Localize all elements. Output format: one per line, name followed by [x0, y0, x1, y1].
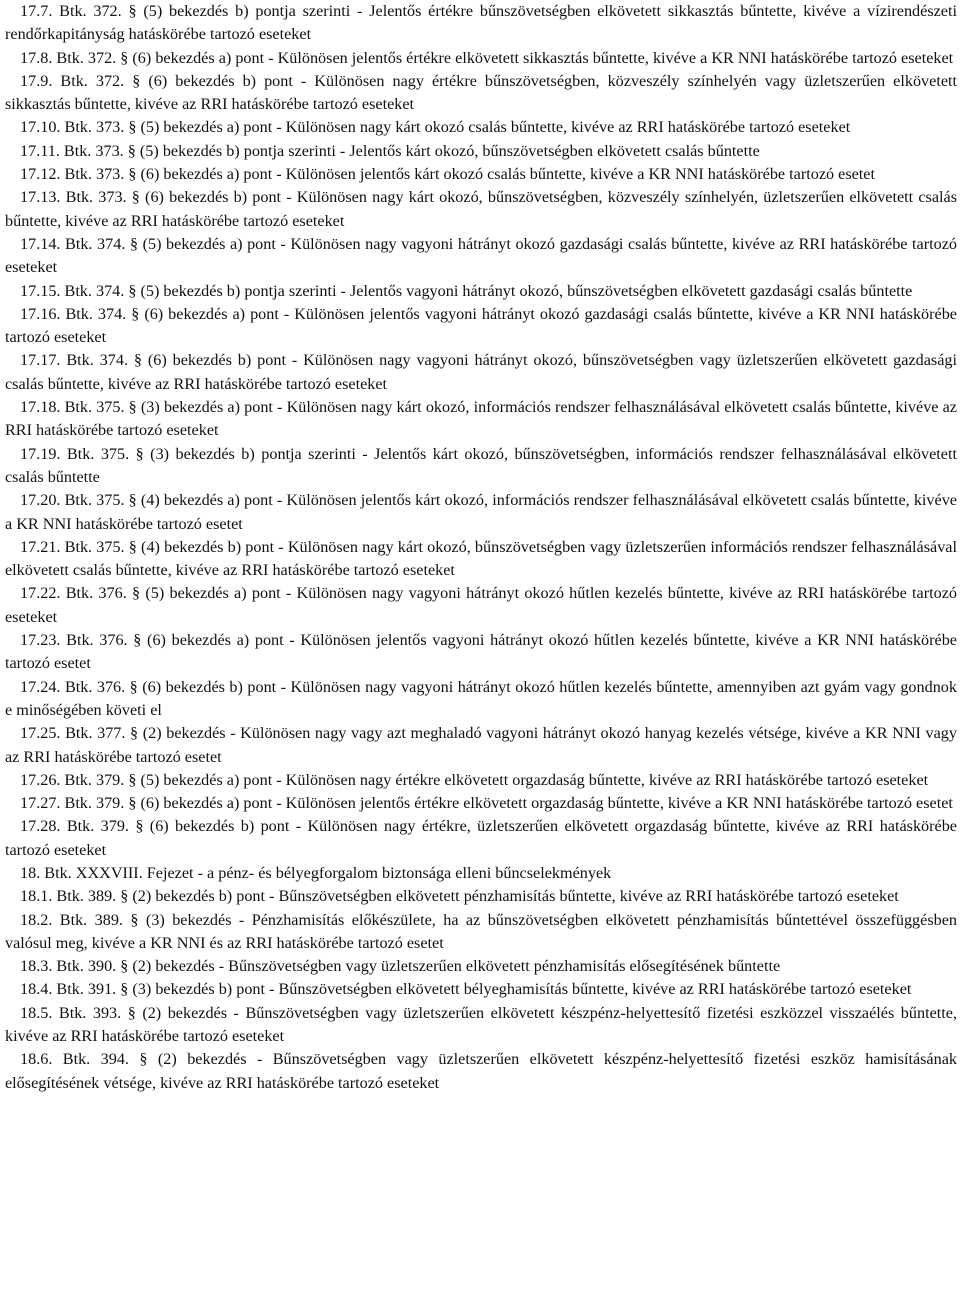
- paragraph-17-12: 17.12. Btk. 373. § (6) bekezdés a) pont - Különösen jelentős kárt okozó csalás bűntette, kivéve a KR NNI hatáskörébe tartozó esetet: [20, 165, 875, 184]
- paragraph-17-18: 17.18. Btk. 375. § (3) bekezdés a) pont - Különösen nagy kárt okozó, információs rendszer felhasználásával elkövetett csalás bűntette, kivéve az RRI hatáskörébe tartozó eseteket: [5, 398, 957, 440]
- paragraph-17-19: 17.19. Btk. 375. § (3) bekezdés b) pontja szerinti - Jelentős kárt okozó, bűnszövetségben, információs rendszer felhasználásával elkövetett csalás bűntette: [5, 444, 957, 486]
- chapter-heading-18: 18. Btk. XXXVIII. Fejezet - a pénz- és bélyegforgalom biztonsága elleni bűncselekmények: [20, 863, 612, 882]
- paragraph-17-8: 17.8. Btk. 372. § (6) bekezdés a) pont - Különösen jelentős értékre elkövetett sikkasztás bűntette, kivéve a KR NNI hatáskörébe tartozó eseteket: [20, 48, 954, 67]
- paragraph-17-11: 17.11. Btk. 373. § (5) bekezdés b) pontja szerinti - Jelentős kárt okozó, bűnszövetségben elkövetett csalás bűntette: [20, 141, 760, 160]
- paragraph-18-2: 18.2. Btk. 389. § (3) bekezdés - Pénzhamisítás előkészülete, ha az bűnszövetségben elkövetett pénzhamisítás bűntettével összefüggésben valósul meg, kivéve a KR NNI és az RRI hatáskörébe tartozó esetet: [5, 910, 957, 952]
- paragraph-18-6: 18.6. Btk. 394. § (2) bekezdés - Bűnszövetségben vagy üzletszerűen elkövetett készpénz-helyettesítő fizetési eszköz hamisításának elősegítésének vétsége, kivéve az RRI hatáskörébe tartozó eseteket: [5, 1050, 957, 1092]
- paragraph-18-5: 18.5. Btk. 393. § (2) bekezdés - Bűnszövetségben vagy üzletszerűen elkövetett készpénz-helyettesítő fizetési eszközzel visszaélés bűntette, kivéve az RRI hatáskörébe tartozó eseteket: [5, 1003, 957, 1046]
- paragraph-17-7: 17.7. Btk. 372. § (5) bekezdés b) pontja szerinti - Jelentős értékre bűnszövetségben elkövetett sikkasztás bűntette, kivéve a vízirendészeti rendőrkapitányság hatáskörébe tartozó eseteket: [5, 2, 957, 44]
- paragraph-17-16: 17.16. Btk. 374. § (6) bekezdés a) pont - Különösen jelentős vagyoni hátrányt okozó gazdasági csalás bűntette, kivéve a KR NNI hatáskörébe tartozó eseteket: [5, 304, 957, 347]
- paragraph-17-9: 17.9. Btk. 372. § (6) bekezdés b) pont - Különösen nagy értékre bűnszövetségben, közveszély színhelyén vagy üzletszerűen elkövetett sikkasztás bűntette, kivéve az RRI hatáskörébe tartozó eseteket: [5, 71, 957, 114]
- paragraph-17-14: 17.14. Btk. 374. § (5) bekezdés a) pont - Különösen nagy vagyoni hátrányt okozó gazdasági csalás bűntette, kivéve az RRI hatáskörébe tartozó eseteket: [5, 234, 957, 277]
- document-body: [5, 0, 957, 1095]
- paragraph-17-21: 17.21. Btk. 375. § (4) bekezdés b) pont - Különösen nagy kárt okozó, bűnszövetségben vagy üzletszerűen információs rendszer felhasználásával elkövetett csalás bűntette, kivéve az RRI hatáskörébe tartozó eseteket: [5, 537, 957, 580]
- paragraph-17-15: 17.15. Btk. 374. § (5) bekezdés b) pontja szerinti - Jelentős vagyoni hátrányt okozó, bűnszövetségben elkövetett gazdasági csalás bűntette: [20, 281, 913, 300]
- paragraph-17-28: 17.28. Btk. 379. § (6) bekezdés b) pont - Különösen nagy értékre, üzletszerűen elkövetett orgazdaság bűntette, kivéve az RRI hatáskörébe tartozó eseteket: [5, 817, 957, 859]
- paragraph-17-24: 17.24. Btk. 376. § (6) bekezdés b) pont - Különösen nagy vagyoni hátrányt okozó hűtlen kezelés bűntette, amennyiben azt gyám vagy gondnok e minőségében követi el: [5, 677, 957, 719]
- paragraph-17-23: 17.23. Btk. 376. § (6) bekezdés a) pont - Különösen jelentős vagyoni hátrányt okozó hűtlen kezelés bűntette, kivéve a KR NNI hatáskörébe tartozó esetet: [5, 631, 957, 673]
- paragraph-18-1: 18.1. Btk. 389. § (2) bekezdés b) pont - Bűnszövetségben elkövetett pénzhamisítás bűntette, kivéve az RRI hatáskörébe tartozó eseteket: [20, 887, 899, 906]
- paragraph-17-20: 17.20. Btk. 375. § (4) bekezdés a) pont - Különösen jelentős kárt okozó, információs rendszer felhasználásával elkövetett csalás bűntette, kivéve a KR NNI hatáskörébe tartozó esetet: [5, 491, 957, 533]
- paragraph-17-17: 17.17. Btk. 374. § (6) bekezdés b) pont - Különösen nagy vagyoni hátrányt okozó, bűnszövetségben vagy üzletszerűen elkövetett gazdasági csalás bűntette, kivéve az RRI hatáskörébe tartozó eseteket: [5, 351, 957, 393]
- paragraph-17-13: 17.13. Btk. 373. § (6) bekezdés b) pont - Különösen nagy kárt okozó, bűnszövetségben, közveszély színhelyén, üzletszerűen elkövetett csalás bűntette, kivéve az RRI hatáskörébe tartozó eseteket: [5, 188, 957, 230]
- paragraph-17-10: 17.10. Btk. 373. § (5) bekezdés a) pont - Különösen nagy kárt okozó csalás bűntette, kivéve az RRI hatáskörébe tartozó eseteket: [20, 118, 851, 137]
- paragraph-17-22: 17.22. Btk. 376. § (5) bekezdés a) pont - Különösen nagy vagyoni hátrányt okozó hűtlen kezelés bűntette, kivéve az RRI hatáskörébe tartozó eseteket: [5, 584, 957, 626]
- paragraph-17-27: 17.27. Btk. 379. § (6) bekezdés a) pont - Különösen jelentős értékre elkövetett orgazdaság bűntette, kivéve a KR NNI hatáskörébe tartozó esetet: [20, 794, 953, 813]
- paragraph-17-25: 17.25. Btk. 377. § (2) bekezdés - Különösen nagy vagy azt meghaladó vagyoni hátrányt okozó hanyag kezelés vétsége, kivéve a KR NNI vagy az RRI hatáskörébe tartozó esetet: [5, 724, 957, 766]
- paragraph-18-3: 18.3. Btk. 390. § (2) bekezdés - Bűnszövetségben vagy üzletszerűen elkövetett pénzhamisítás elősegítésének bűntette: [20, 957, 781, 976]
- paragraph-18-4: 18.4. Btk. 391. § (3) bekezdés b) pont - Bűnszövetségben elkövetett bélyeghamisítás bűntette, kivéve az RRI hatáskörébe tartozó eseteket: [20, 980, 912, 999]
- paragraph-17-26: 17.26. Btk. 379. § (5) bekezdés a) pont - Különösen nagy értékre elkövetett orgazdaság bűntette, kivéve az RRI hatáskörébe tartozó eseteket: [20, 770, 929, 789]
